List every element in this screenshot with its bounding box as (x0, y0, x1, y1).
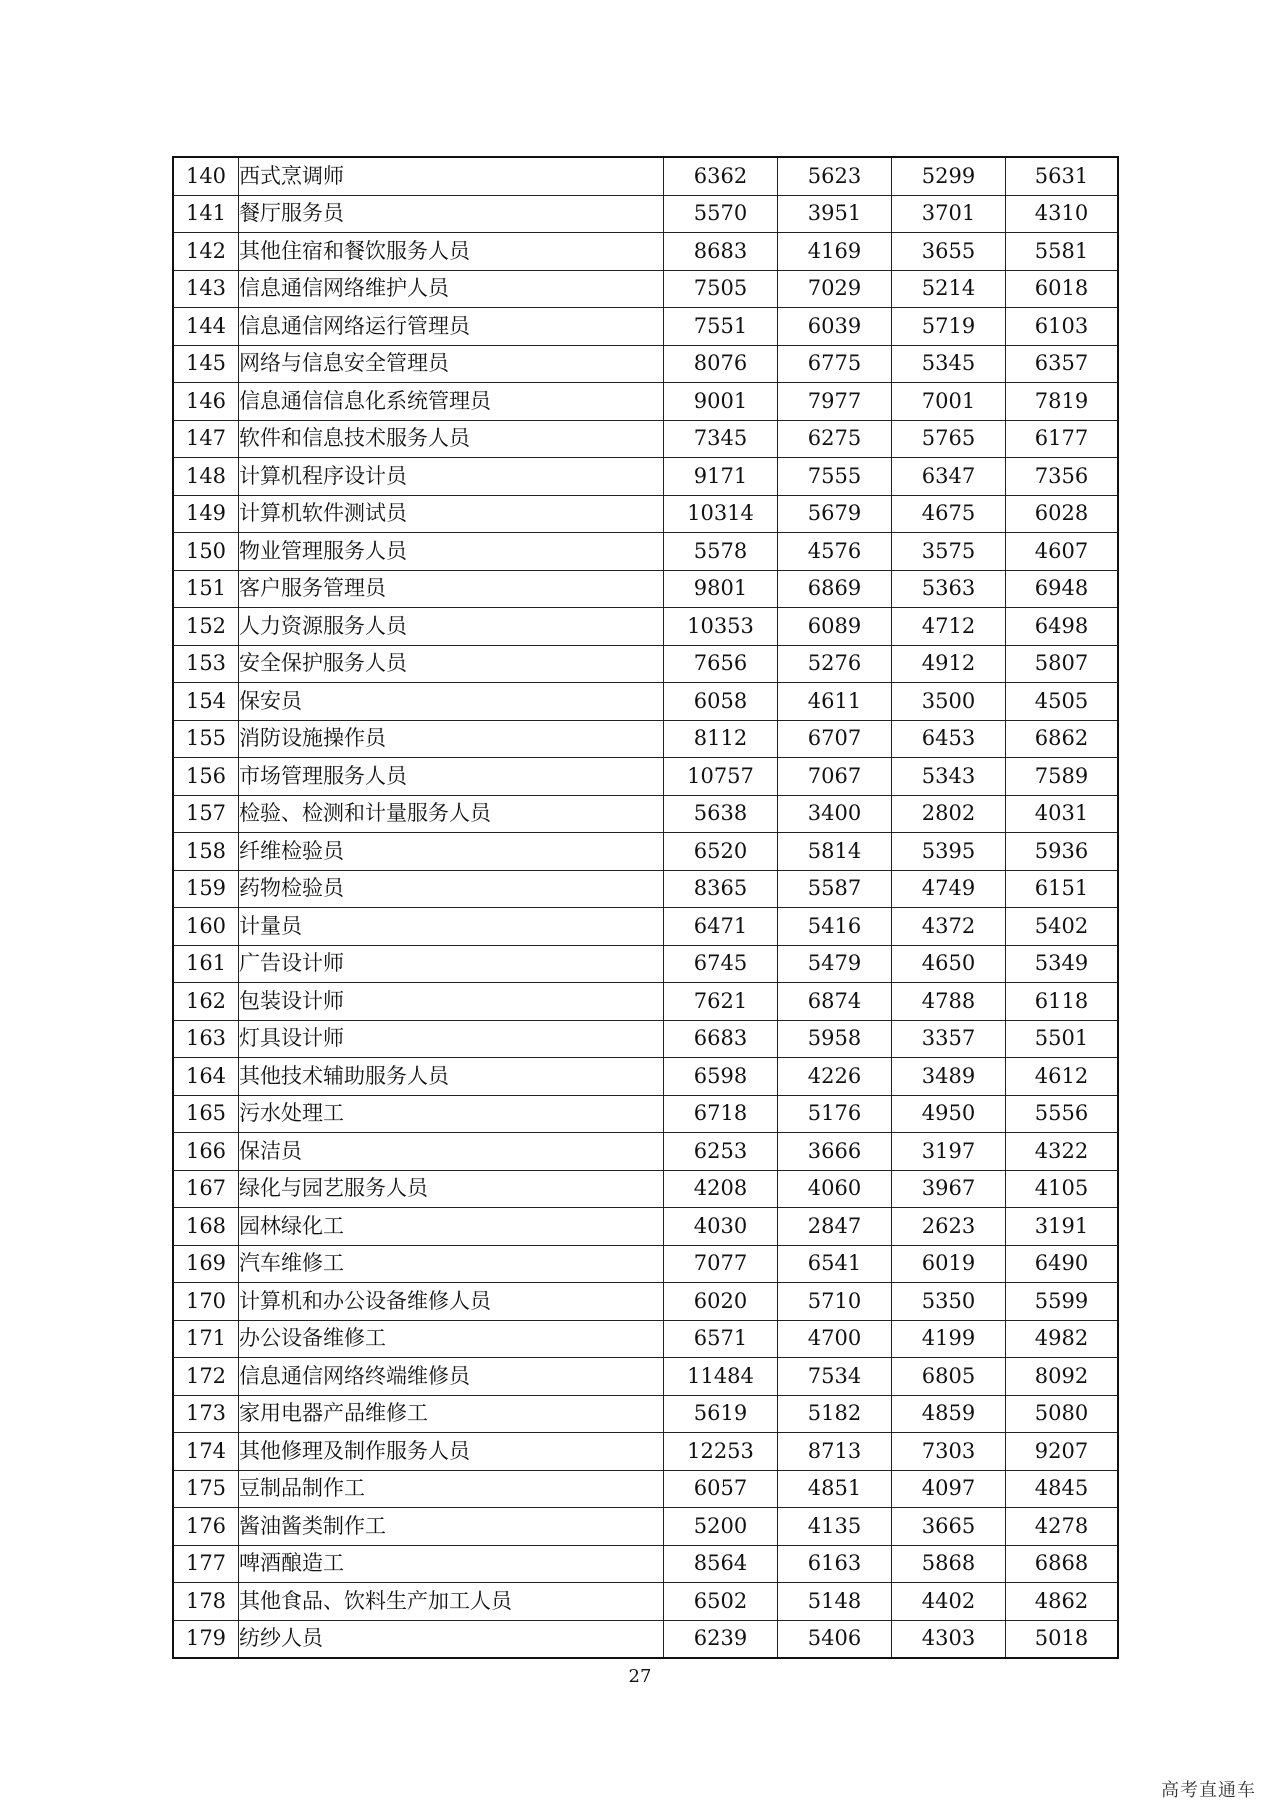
wage-value-cell: 5395 (892, 833, 1006, 871)
occupation-name-cell: 保安员 (239, 683, 664, 721)
wage-value-cell: 6874 (778, 983, 892, 1021)
row-index-cell: 141 (173, 195, 239, 233)
wage-value-cell: 5679 (778, 495, 892, 533)
occupation-name-cell: 其他技术辅助服务人员 (239, 1058, 664, 1096)
wage-value-cell: 10757 (664, 758, 778, 796)
wage-value-cell: 6018 (1006, 270, 1119, 308)
row-index-cell: 144 (173, 308, 239, 346)
wage-value-cell: 12253 (664, 1433, 778, 1471)
wage-value-cell: 4322 (1006, 1133, 1119, 1171)
wage-value-cell: 5638 (664, 795, 778, 833)
wage-value-cell: 3500 (892, 683, 1006, 721)
occupation-name-cell: 信息通信网络运行管理员 (239, 308, 664, 346)
wage-value-cell: 6471 (664, 908, 778, 946)
row-index-cell: 165 (173, 1095, 239, 1133)
occupation-name-cell: 市场管理服务人员 (239, 758, 664, 796)
wage-value-cell: 5958 (778, 1020, 892, 1058)
wage-value-cell: 4700 (778, 1320, 892, 1358)
wage-value-cell: 5299 (892, 157, 1006, 195)
occupation-name-cell: 其他修理及制作服务人员 (239, 1433, 664, 1471)
wage-value-cell: 7303 (892, 1433, 1006, 1471)
row-index-cell: 178 (173, 1583, 239, 1621)
wage-value-cell: 9171 (664, 458, 778, 496)
table-row (173, 570, 1118, 608)
row-index-cell: 158 (173, 833, 239, 871)
wage-value-cell: 5581 (1006, 233, 1119, 271)
wage-value-cell: 9207 (1006, 1433, 1119, 1471)
wage-value-cell: 4226 (778, 1058, 892, 1096)
wage-value-cell: 7345 (664, 420, 778, 458)
row-index-cell: 152 (173, 608, 239, 646)
table-row (173, 1170, 1118, 1208)
wage-value-cell: 7819 (1006, 383, 1119, 421)
occupation-name-cell: 污水处理工 (239, 1095, 664, 1133)
row-index-cell: 177 (173, 1545, 239, 1583)
row-index-cell: 172 (173, 1358, 239, 1396)
wage-value-cell: 5276 (778, 645, 892, 683)
wage-value-cell: 6118 (1006, 983, 1119, 1021)
row-index-cell: 174 (173, 1433, 239, 1471)
wage-value-cell: 6571 (664, 1320, 778, 1358)
wage-value-cell: 6453 (892, 720, 1006, 758)
wage-value-cell: 8564 (664, 1545, 778, 1583)
table-row (173, 270, 1118, 308)
table-row (173, 233, 1118, 271)
row-index-cell: 157 (173, 795, 239, 833)
wage-value-cell: 11484 (664, 1358, 778, 1396)
wage-value-cell: 6103 (1006, 308, 1119, 346)
occupation-name-cell: 啤酒酿造工 (239, 1545, 664, 1583)
occupation-name-cell: 办公设备维修工 (239, 1320, 664, 1358)
occupation-name-cell: 豆制品制作工 (239, 1470, 664, 1508)
occupation-name-cell: 网络与信息安全管理员 (239, 345, 664, 383)
wage-value-cell: 4278 (1006, 1508, 1119, 1546)
wage-value-cell: 7505 (664, 270, 778, 308)
wage-value-cell: 6039 (778, 308, 892, 346)
wage-table (172, 156, 1119, 1659)
occupation-name-cell: 客户服务管理员 (239, 570, 664, 608)
table-row (173, 983, 1118, 1021)
occupation-name-cell: 其他住宿和餐饮服务人员 (239, 233, 664, 271)
wage-value-cell: 5182 (778, 1395, 892, 1433)
wage-value-cell: 6163 (778, 1545, 892, 1583)
wage-value-cell: 4208 (664, 1170, 778, 1208)
table-row (173, 345, 1118, 383)
wage-value-cell: 5200 (664, 1508, 778, 1546)
table-row (173, 1020, 1118, 1058)
wage-value-cell: 6498 (1006, 608, 1119, 646)
wage-value-cell: 5080 (1006, 1395, 1119, 1433)
occupation-name-cell: 安全保护服务人员 (239, 645, 664, 683)
row-index-cell: 167 (173, 1170, 239, 1208)
row-index-cell: 151 (173, 570, 239, 608)
wage-value-cell: 4372 (892, 908, 1006, 946)
table-row (173, 157, 1118, 195)
wage-value-cell: 6683 (664, 1020, 778, 1058)
wage-value-cell: 5349 (1006, 945, 1119, 983)
wage-value-cell: 7977 (778, 383, 892, 421)
wage-value-cell: 7621 (664, 983, 778, 1021)
wage-value-cell: 5148 (778, 1583, 892, 1621)
wage-value-cell: 3197 (892, 1133, 1006, 1171)
wage-value-cell: 3400 (778, 795, 892, 833)
wage-value-cell: 6028 (1006, 495, 1119, 533)
occupation-name-cell: 信息通信网络维护人员 (239, 270, 664, 308)
wage-value-cell: 6058 (664, 683, 778, 721)
wage-value-cell: 6707 (778, 720, 892, 758)
wage-value-cell: 7001 (892, 383, 1006, 421)
table-row (173, 458, 1118, 496)
wage-value-cell: 6020 (664, 1283, 778, 1321)
occupation-name-cell: 灯具设计师 (239, 1020, 664, 1058)
occupation-name-cell: 检验、检测和计量服务人员 (239, 795, 664, 833)
wage-value-cell: 5587 (778, 870, 892, 908)
wage-value-cell: 4859 (892, 1395, 1006, 1433)
wage-value-cell: 4135 (778, 1508, 892, 1546)
occupation-name-cell: 广告设计师 (239, 945, 664, 983)
row-index-cell: 170 (173, 1283, 239, 1321)
row-index-cell: 155 (173, 720, 239, 758)
wage-value-cell: 5402 (1006, 908, 1119, 946)
table-row (173, 1545, 1118, 1583)
wage-value-cell: 7067 (778, 758, 892, 796)
wage-value-cell: 5570 (664, 195, 778, 233)
occupation-name-cell: 家用电器产品维修工 (239, 1395, 664, 1433)
wage-value-cell: 6057 (664, 1470, 778, 1508)
row-index-cell: 171 (173, 1320, 239, 1358)
wage-value-cell: 5345 (892, 345, 1006, 383)
wage-value-cell: 5814 (778, 833, 892, 871)
occupation-name-cell: 软件和信息技术服务人员 (239, 420, 664, 458)
wage-value-cell: 4950 (892, 1095, 1006, 1133)
table-row (173, 1058, 1118, 1096)
wage-value-cell: 6718 (664, 1095, 778, 1133)
wage-value-cell: 5719 (892, 308, 1006, 346)
table-row (173, 308, 1118, 346)
row-index-cell: 159 (173, 870, 239, 908)
row-index-cell: 161 (173, 945, 239, 983)
wage-value-cell: 4105 (1006, 1170, 1119, 1208)
table-row (173, 908, 1118, 946)
wage-value-cell: 2847 (778, 1208, 892, 1246)
wage-value-cell: 7356 (1006, 458, 1119, 496)
occupation-name-cell: 消防设施操作员 (239, 720, 664, 758)
wage-value-cell: 4310 (1006, 195, 1119, 233)
wage-value-cell: 4982 (1006, 1320, 1119, 1358)
wage-value-cell: 6520 (664, 833, 778, 871)
table-row (173, 1283, 1118, 1321)
wage-value-cell: 6357 (1006, 345, 1119, 383)
wage-value-cell: 4650 (892, 945, 1006, 983)
wage-value-cell: 6239 (664, 1620, 778, 1658)
wage-value-cell: 6347 (892, 458, 1006, 496)
row-index-cell: 142 (173, 233, 239, 271)
wage-value-cell: 8683 (664, 233, 778, 271)
wage-value-cell: 10353 (664, 608, 778, 646)
wage-value-cell: 4576 (778, 533, 892, 571)
wage-value-cell: 4862 (1006, 1583, 1119, 1621)
wage-value-cell: 6177 (1006, 420, 1119, 458)
wage-value-cell: 5556 (1006, 1095, 1119, 1133)
wage-value-cell: 3701 (892, 195, 1006, 233)
wage-value-cell: 6151 (1006, 870, 1119, 908)
occupation-name-cell: 人力资源服务人员 (239, 608, 664, 646)
row-index-cell: 149 (173, 495, 239, 533)
wage-value-cell: 5363 (892, 570, 1006, 608)
wage-value-cell: 4749 (892, 870, 1006, 908)
wage-value-cell: 3655 (892, 233, 1006, 271)
wage-value-cell: 2623 (892, 1208, 1006, 1246)
table-row (173, 1620, 1118, 1658)
row-index-cell: 179 (173, 1620, 239, 1658)
table-row (173, 1433, 1118, 1471)
wage-value-cell: 5501 (1006, 1020, 1119, 1058)
occupation-name-cell: 包装设计师 (239, 983, 664, 1021)
wage-value-cell: 7551 (664, 308, 778, 346)
wage-value-cell: 6805 (892, 1358, 1006, 1396)
wage-value-cell: 3967 (892, 1170, 1006, 1208)
wage-value-cell: 3951 (778, 195, 892, 233)
row-index-cell: 153 (173, 645, 239, 683)
occupation-name-cell: 物业管理服务人员 (239, 533, 664, 571)
table-row (173, 1583, 1118, 1621)
table-row (173, 1320, 1118, 1358)
wage-value-cell: 4303 (892, 1620, 1006, 1658)
table-row (173, 1245, 1118, 1283)
wage-value-cell: 3666 (778, 1133, 892, 1171)
row-index-cell: 140 (173, 157, 239, 195)
row-index-cell: 160 (173, 908, 239, 946)
wage-value-cell: 6862 (1006, 720, 1119, 758)
wage-value-cell: 4199 (892, 1320, 1006, 1358)
wage-value-cell: 4612 (1006, 1058, 1119, 1096)
table-row (173, 645, 1118, 683)
occupation-name-cell: 餐厅服务员 (239, 195, 664, 233)
row-index-cell: 164 (173, 1058, 239, 1096)
wage-value-cell: 3665 (892, 1508, 1006, 1546)
row-index-cell: 173 (173, 1395, 239, 1433)
table-row (173, 758, 1118, 796)
wage-value-cell: 5599 (1006, 1283, 1119, 1321)
row-index-cell: 163 (173, 1020, 239, 1058)
wage-value-cell: 4030 (664, 1208, 778, 1246)
table-row (173, 945, 1118, 983)
wage-value-cell: 5350 (892, 1283, 1006, 1321)
wage-value-cell: 9801 (664, 570, 778, 608)
table-row (173, 533, 1118, 571)
table-row (173, 1395, 1118, 1433)
wage-value-cell: 4788 (892, 983, 1006, 1021)
row-index-cell: 145 (173, 345, 239, 383)
occupation-name-cell: 酱油酱类制作工 (239, 1508, 664, 1546)
wage-value-cell: 2802 (892, 795, 1006, 833)
wage-value-cell: 4060 (778, 1170, 892, 1208)
wage-value-cell: 4031 (1006, 795, 1119, 833)
wage-value-cell: 8076 (664, 345, 778, 383)
table-row (173, 720, 1118, 758)
wage-value-cell: 10314 (664, 495, 778, 533)
wage-value-cell: 5936 (1006, 833, 1119, 871)
row-index-cell: 147 (173, 420, 239, 458)
occupation-name-cell: 计算机和办公设备维修人员 (239, 1283, 664, 1321)
occupation-name-cell: 绿化与园艺服务人员 (239, 1170, 664, 1208)
wage-value-cell: 4607 (1006, 533, 1119, 571)
occupation-name-cell: 信息通信网络终端维修员 (239, 1358, 664, 1396)
occupation-name-cell: 汽车维修工 (239, 1245, 664, 1283)
table-row (173, 383, 1118, 421)
wage-value-cell: 4851 (778, 1470, 892, 1508)
row-index-cell: 148 (173, 458, 239, 496)
row-index-cell: 168 (173, 1208, 239, 1246)
wage-value-cell: 3489 (892, 1058, 1006, 1096)
table-row (173, 1208, 1118, 1246)
table-row (173, 495, 1118, 533)
table-row (173, 1133, 1118, 1171)
occupation-name-cell: 计算机程序设计员 (239, 458, 664, 496)
table-row (173, 833, 1118, 871)
table-row (173, 195, 1118, 233)
wage-value-cell: 7029 (778, 270, 892, 308)
wage-value-cell: 5710 (778, 1283, 892, 1321)
wage-value-cell: 7555 (778, 458, 892, 496)
occupation-name-cell: 保洁员 (239, 1133, 664, 1171)
wage-table-body (173, 157, 1118, 1658)
row-index-cell: 176 (173, 1508, 239, 1546)
wage-value-cell: 4912 (892, 645, 1006, 683)
wage-value-cell: 7077 (664, 1245, 778, 1283)
wage-value-cell: 6253 (664, 1133, 778, 1171)
table-row (173, 1508, 1118, 1546)
wage-value-cell: 6775 (778, 345, 892, 383)
wage-value-cell: 6362 (664, 157, 778, 195)
wage-value-cell: 6502 (664, 1583, 778, 1621)
row-index-cell: 169 (173, 1245, 239, 1283)
table-row (173, 683, 1118, 721)
wage-value-cell: 3575 (892, 533, 1006, 571)
wage-value-cell: 5868 (892, 1545, 1006, 1583)
wage-value-cell: 6490 (1006, 1245, 1119, 1283)
wage-value-cell: 5631 (1006, 157, 1119, 195)
occupation-name-cell: 其他食品、饮料生产加工人员 (239, 1583, 664, 1621)
wage-value-cell: 4505 (1006, 683, 1119, 721)
wage-value-cell: 6598 (664, 1058, 778, 1096)
occupation-name-cell: 信息通信信息化系统管理员 (239, 383, 664, 421)
table-row (173, 608, 1118, 646)
occupation-name-cell: 西式烹调师 (239, 157, 664, 195)
wage-value-cell: 7589 (1006, 758, 1119, 796)
wage-value-cell: 6541 (778, 1245, 892, 1283)
occupation-name-cell: 计算机软件测试员 (239, 495, 664, 533)
occupation-name-cell: 计量员 (239, 908, 664, 946)
table-row (173, 1358, 1118, 1396)
occupation-name-cell: 纺纱人员 (239, 1620, 664, 1658)
wage-value-cell: 5416 (778, 908, 892, 946)
wage-value-cell: 5406 (778, 1620, 892, 1658)
wage-value-cell: 4845 (1006, 1470, 1119, 1508)
wage-value-cell: 8713 (778, 1433, 892, 1471)
table-row (173, 1470, 1118, 1508)
wage-value-cell: 4169 (778, 233, 892, 271)
wage-value-cell: 5619 (664, 1395, 778, 1433)
row-index-cell: 175 (173, 1470, 239, 1508)
wage-value-cell: 6948 (1006, 570, 1119, 608)
row-index-cell: 150 (173, 533, 239, 571)
wage-value-cell: 6868 (1006, 1545, 1119, 1583)
wage-value-cell: 5623 (778, 157, 892, 195)
row-index-cell: 166 (173, 1133, 239, 1171)
wage-value-cell: 3191 (1006, 1208, 1119, 1246)
row-index-cell: 143 (173, 270, 239, 308)
wage-value-cell: 7656 (664, 645, 778, 683)
row-index-cell: 154 (173, 683, 239, 721)
wage-value-cell: 6089 (778, 608, 892, 646)
wage-value-cell: 7534 (778, 1358, 892, 1396)
wage-value-cell: 4402 (892, 1583, 1006, 1621)
occupation-name-cell: 药物检验员 (239, 870, 664, 908)
wage-value-cell: 5018 (1006, 1620, 1119, 1658)
wage-value-cell: 5214 (892, 270, 1006, 308)
wage-value-cell: 5343 (892, 758, 1006, 796)
wage-value-cell: 4097 (892, 1470, 1006, 1508)
wage-value-cell: 5176 (778, 1095, 892, 1133)
table-row (173, 420, 1118, 458)
wage-value-cell: 4675 (892, 495, 1006, 533)
wage-value-cell: 8365 (664, 870, 778, 908)
wage-value-cell: 6275 (778, 420, 892, 458)
wage-value-cell: 6869 (778, 570, 892, 608)
wage-value-cell: 4611 (778, 683, 892, 721)
row-index-cell: 146 (173, 383, 239, 421)
wage-value-cell: 5765 (892, 420, 1006, 458)
row-index-cell: 156 (173, 758, 239, 796)
table-row (173, 795, 1118, 833)
wage-value-cell: 5479 (778, 945, 892, 983)
page-number: 27 (628, 1666, 652, 1687)
wage-value-cell: 5578 (664, 533, 778, 571)
occupation-name-cell: 园林绿化工 (239, 1208, 664, 1246)
occupation-name-cell: 纤维检验员 (239, 833, 664, 871)
table-row (173, 870, 1118, 908)
wage-value-cell: 4712 (892, 608, 1006, 646)
wage-value-cell: 6745 (664, 945, 778, 983)
wage-value-cell: 6019 (892, 1245, 1006, 1283)
wage-value-cell: 8092 (1006, 1358, 1119, 1396)
row-index-cell: 162 (173, 983, 239, 1021)
wage-value-cell: 9001 (664, 383, 778, 421)
wage-value-cell: 8112 (664, 720, 778, 758)
wage-value-cell: 5807 (1006, 645, 1119, 683)
wage-value-cell: 3357 (892, 1020, 1006, 1058)
watermark-text: 高考直通车 (1161, 1780, 1256, 1801)
table-row (173, 1095, 1118, 1133)
